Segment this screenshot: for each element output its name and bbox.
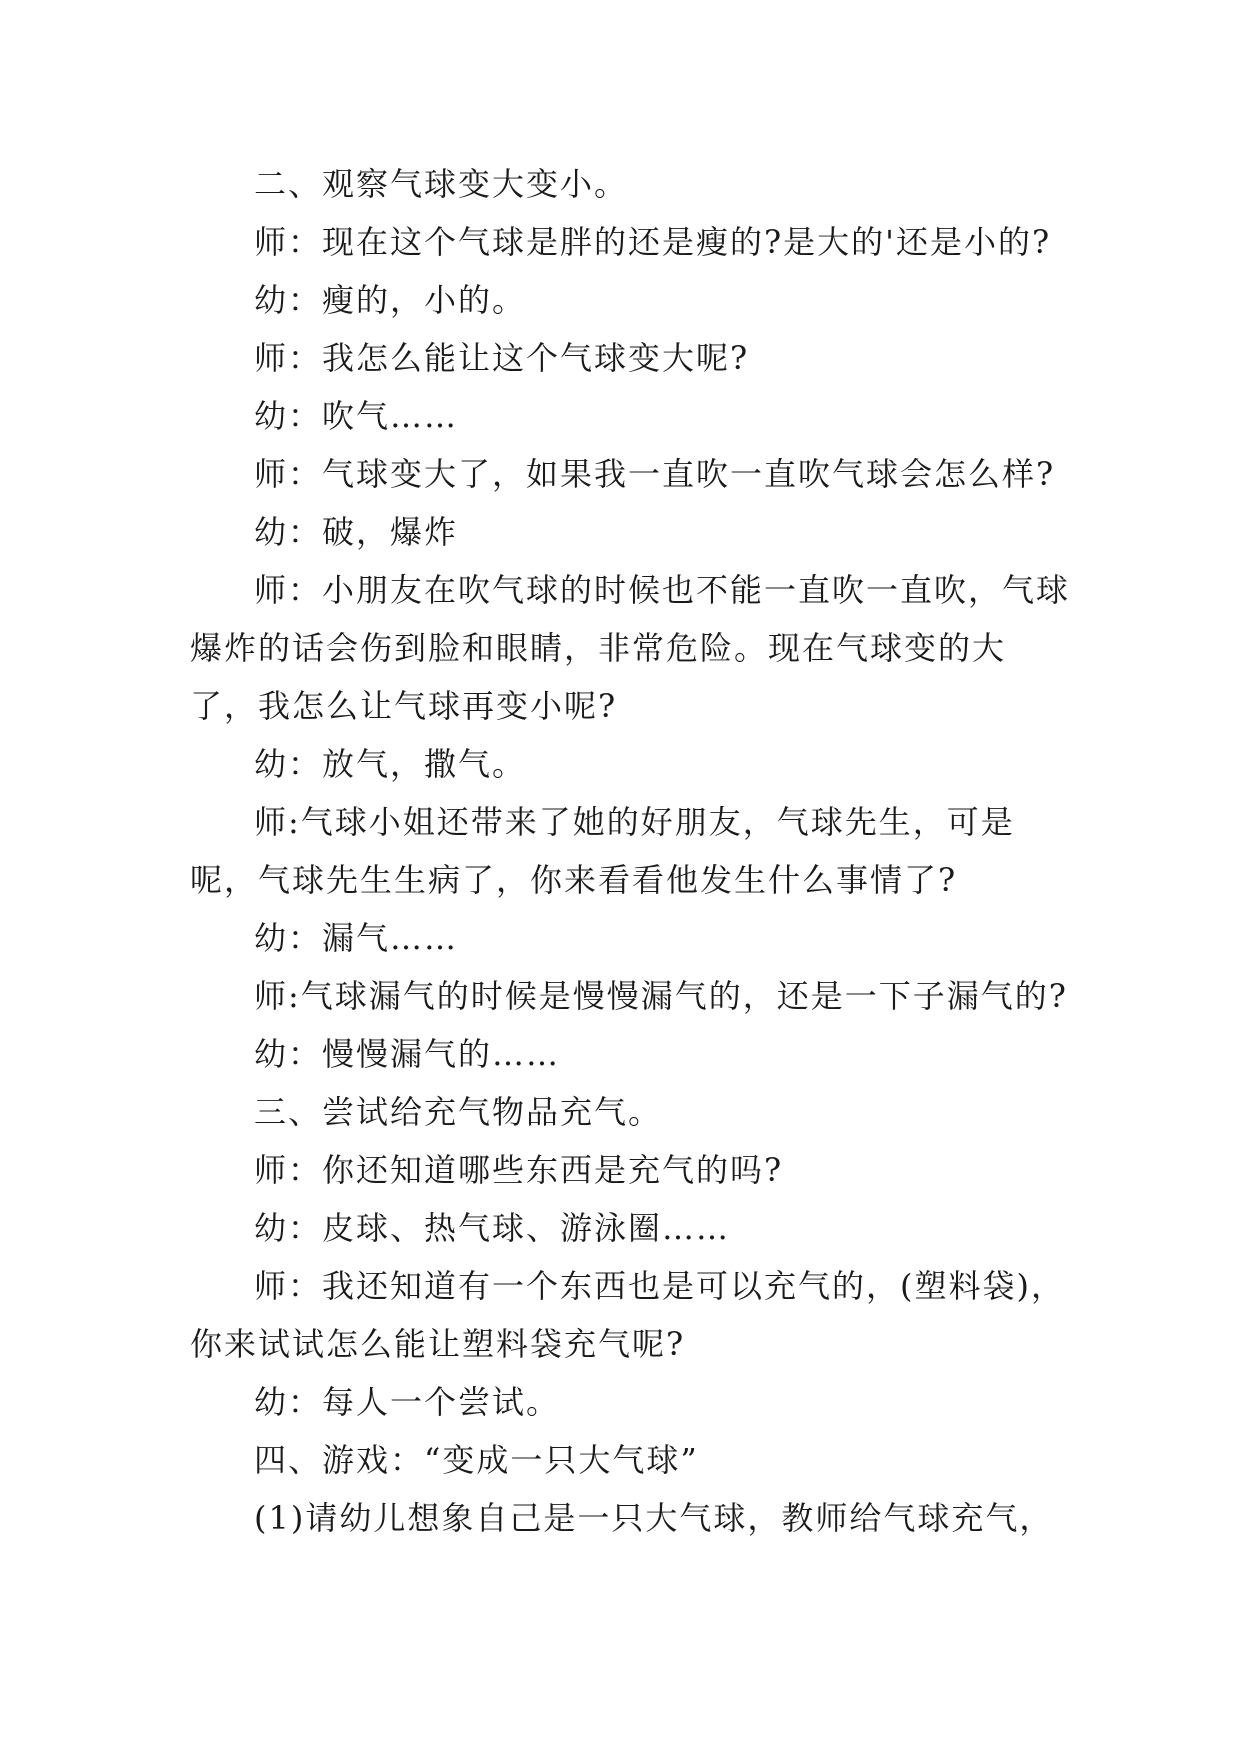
- dialogue-line: 师：我还知道有一个东西也是可以充气的，(塑料袋)，你来试试怎么能让塑料袋充气呢?: [190, 1267, 1065, 1363]
- section-heading-game: 四、游戏：“变成一只大气球”: [254, 1441, 699, 1479]
- dialogue-line: 幼：每人一个尝试。: [254, 1383, 561, 1421]
- section-heading-inflate: 三、尝试给充气物品充气。: [254, 1093, 663, 1131]
- dialogue-line: 师：小朋友在吹气球的时候也不能一直吹一直吹，气球爆炸的话会伤到脸和眼睛，非常危险。现在气球变的大了，我怎么让气球再变小呢?: [190, 571, 1071, 725]
- dialogue-line: 师:气球漏气的时候是慢慢漏气的，还是一下子漏气的?: [254, 977, 1068, 1015]
- dialogue-line: 幼：吹气……: [254, 397, 459, 435]
- dialogue-line: 师：我怎么能让这个气球变大呢?: [254, 339, 750, 377]
- dialogue-line: 师：气球变大了，如果我一直吹一直吹气球会怎么样?: [254, 455, 1056, 493]
- dialogue-line: 幼：瘦的，小的。: [254, 281, 527, 319]
- dialogue-line: 师：你还知道哪些东西是充气的吗?: [254, 1151, 784, 1189]
- dialogue-line: 幼：慢慢漏气的……: [254, 1035, 561, 1073]
- dialogue-line: 幼：漏气……: [254, 919, 459, 957]
- dialogue-line: 幼：皮球、热气球、游泳圈……: [254, 1209, 731, 1247]
- dialogue-line: 师：现在这个气球是胖的还是瘦的?是大的'还是小的?: [254, 223, 1052, 261]
- document-body: [190, 155, 1070, 1547]
- dialogue-line: 幼：放气，撒气。: [254, 745, 527, 783]
- dialogue-line: 幼：破，爆炸: [254, 513, 459, 551]
- section-heading-observe: 二、观察气球变大变小。: [254, 165, 629, 203]
- dialogue-line: 师:气球小姐还带来了她的好朋友，气球先生，可是呢，气球先生生病了，你来看看他发生什么事情了?: [190, 803, 1015, 899]
- game-step: (1)请幼儿想象自己是一只大气球，教师给气球充气，: [254, 1499, 1054, 1537]
